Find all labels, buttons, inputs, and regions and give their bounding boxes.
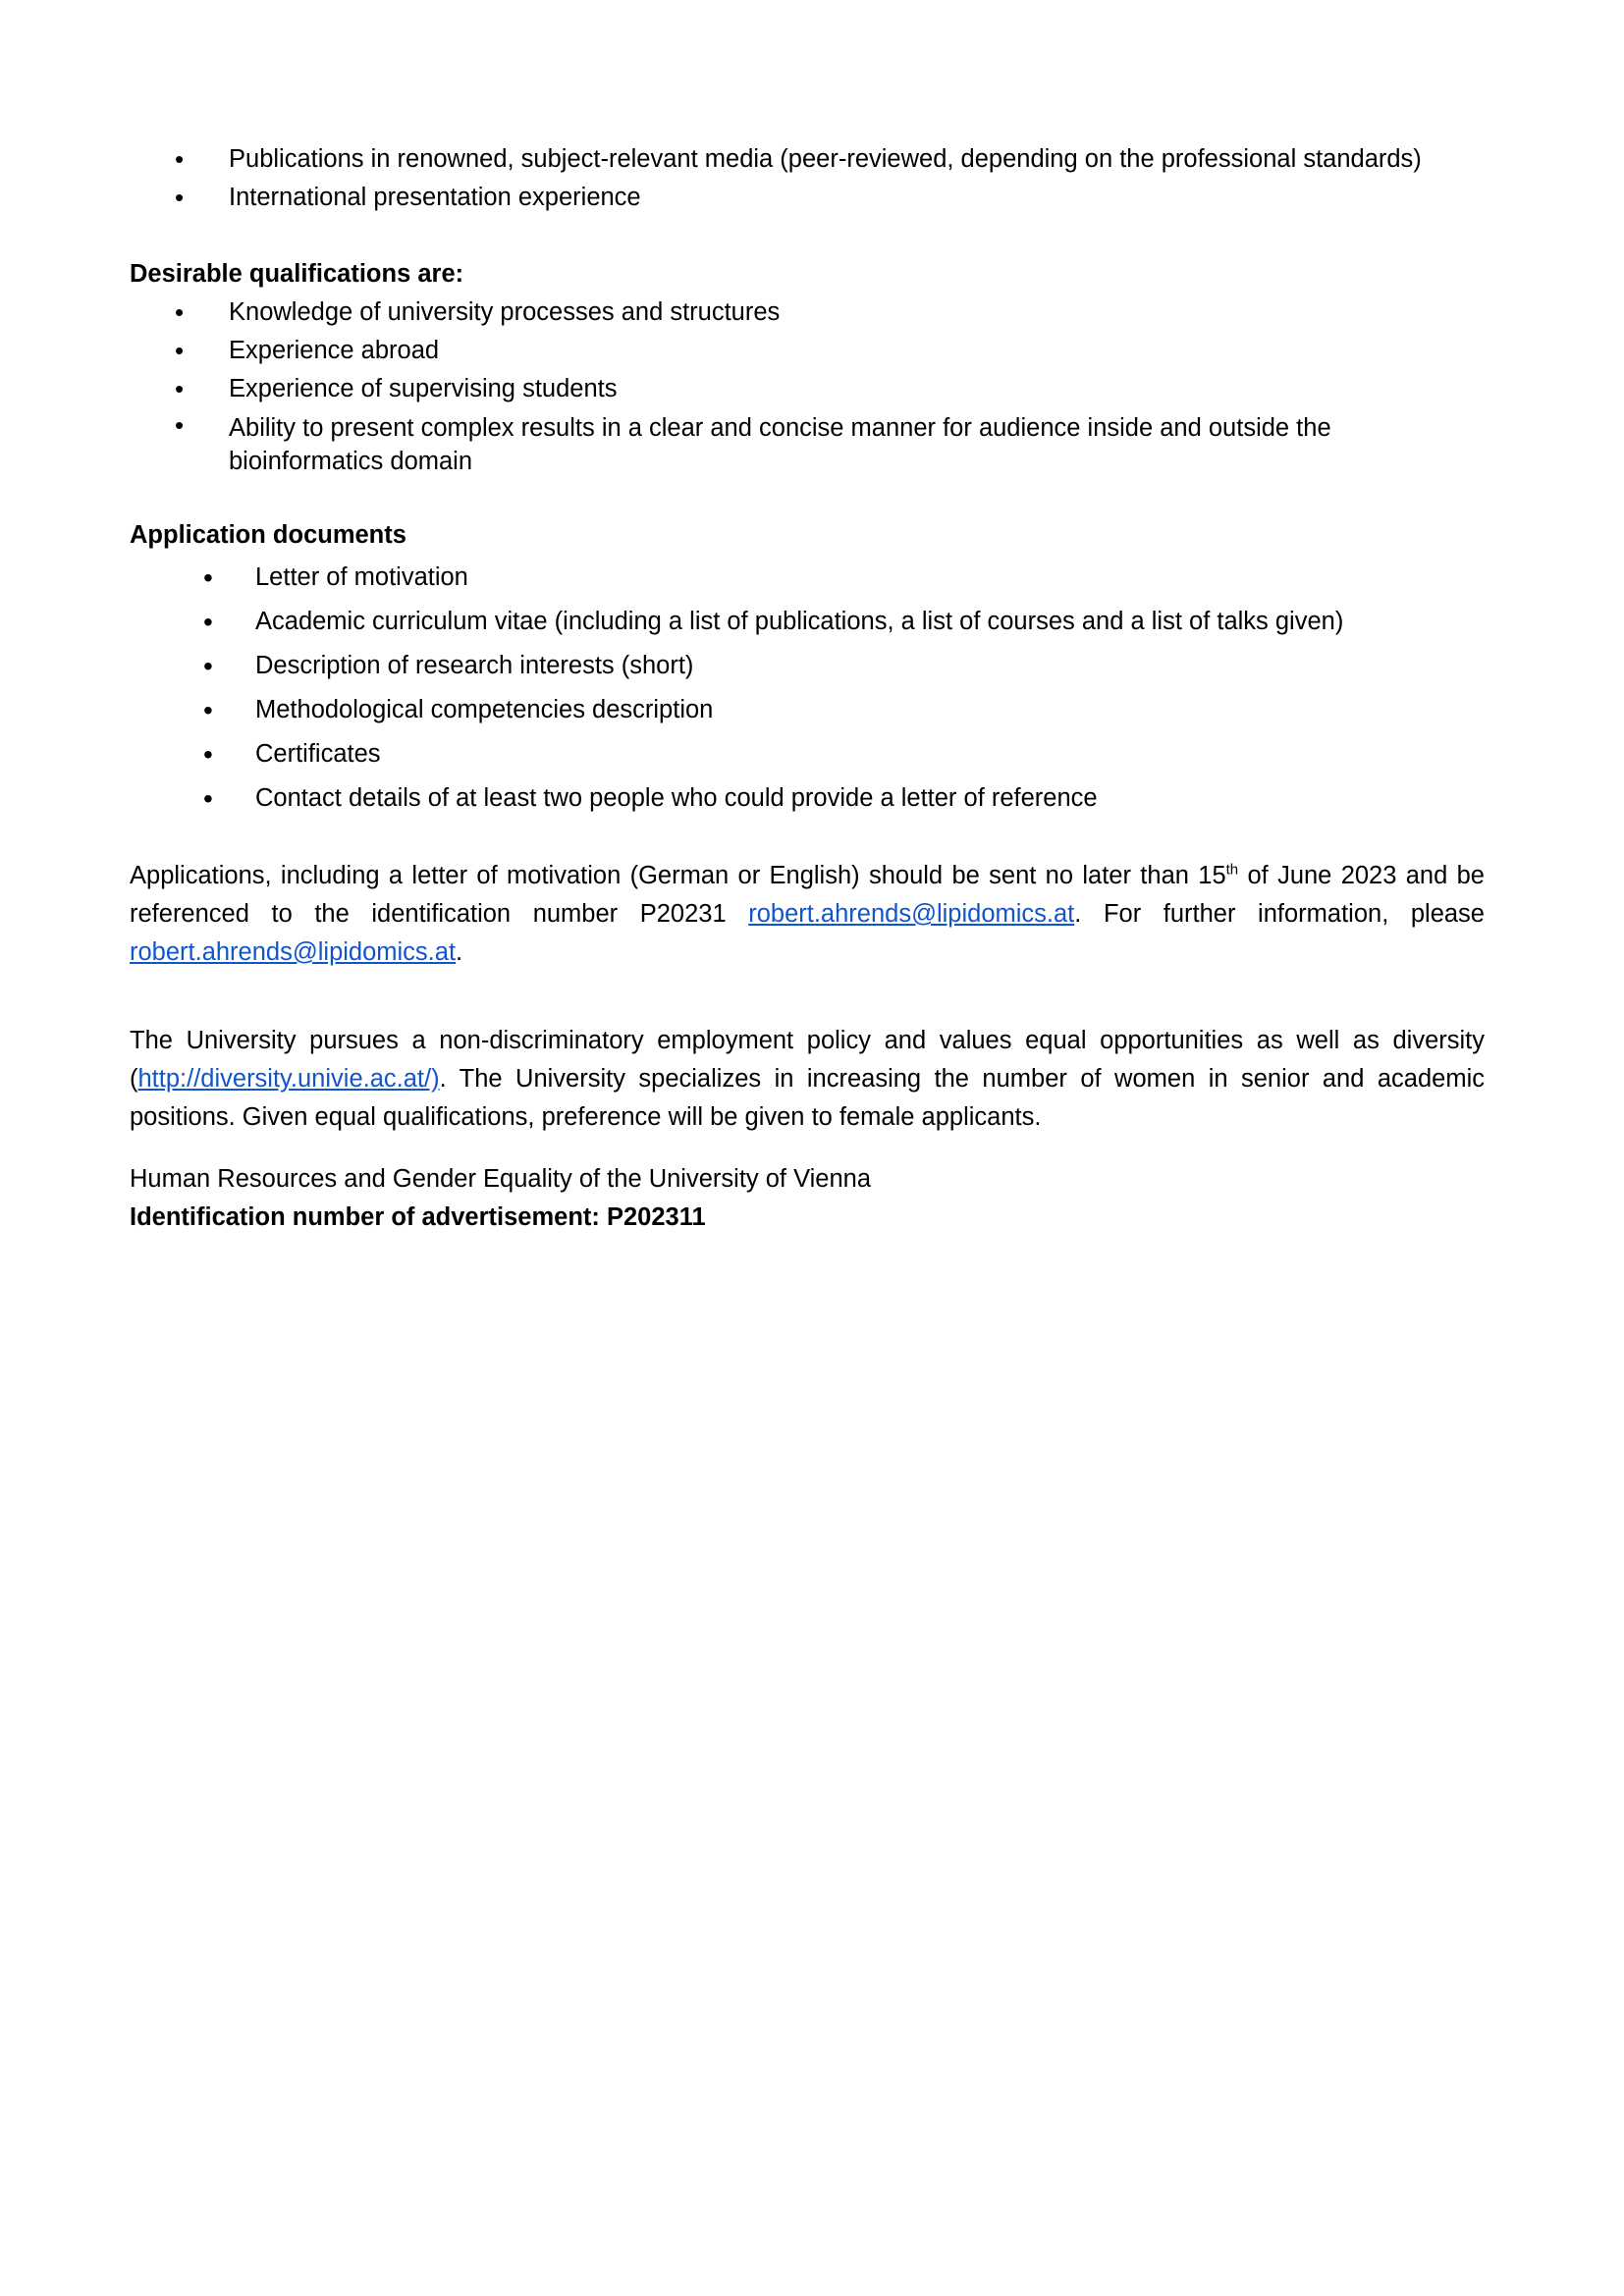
application-documents-list [130, 559, 1485, 818]
diversity-paragraph: The University pursues a non-discriminatory employment policy and values equal opportunities as well as diversity (http://diversity.univie.ac.at/). The University specializes in increasing the number of women in senior and academic positions. Given equal qualifications, preference will be given to female applicants. [130, 1027, 1485, 1131]
list-item: • Letter of motivation [130, 559, 1485, 597]
ordinal-suffix: th [1225, 861, 1239, 879]
application-documents-heading: Application documents [130, 521, 406, 549]
requirements-list [130, 140, 1485, 217]
list-item: • Experience of supervising students [130, 370, 1485, 408]
list-item: • Knowledge of university processes and structures [130, 294, 1485, 332]
contact-email-link[interactable]: robert.ahrends@lipidomics.at [748, 900, 1075, 928]
list-item: • Academic curriculum vitae (including a list of publications, a list of courses and a list of talks given) [130, 603, 1485, 641]
list-item: • Certificates [130, 735, 1485, 774]
department-name: Human Resources and Gender Equality of the University of Vienna [130, 1165, 872, 1193]
list-item: • Experience abroad [130, 332, 1485, 370]
list-item: • Publications in renowned, subject-relevant media (peer-reviewed, depending on the professional standards) [130, 140, 1485, 179]
list-item: • International presentation experience [130, 179, 1485, 217]
list-item: • Description of research interests (short) [130, 647, 1485, 685]
list-item: • Ability to present complex results in a clear and concise manner for audience inside and outside the bioinformatics domain [130, 408, 1485, 478]
desirable-qualifications-heading: Desirable qualifications are: [130, 260, 464, 288]
list-item: • Methodological competencies description [130, 691, 1485, 729]
desirable-qualifications-list [130, 294, 1485, 478]
list-item: • Contact details of at least two people who could provide a letter of reference [130, 779, 1485, 818]
document-content [130, 140, 1485, 1237]
diversity-link[interactable]: http://diversity.univie.ac.at/) [137, 1065, 440, 1093]
advertisement-identification: Identification number of advertisement: P202311 [130, 1203, 706, 1231]
application-instructions-paragraph: Applications, including a letter of motivation (German or English) should be sent no later than 15th of June 2023 and be referenced to the identification number P20231 robert.ahrends@lipidomics.at. For further information, please robert.ahrends@lipidomics.at. [130, 861, 1485, 966]
information-email-link[interactable]: robert.ahrends@lipidomics.at [130, 938, 457, 966]
